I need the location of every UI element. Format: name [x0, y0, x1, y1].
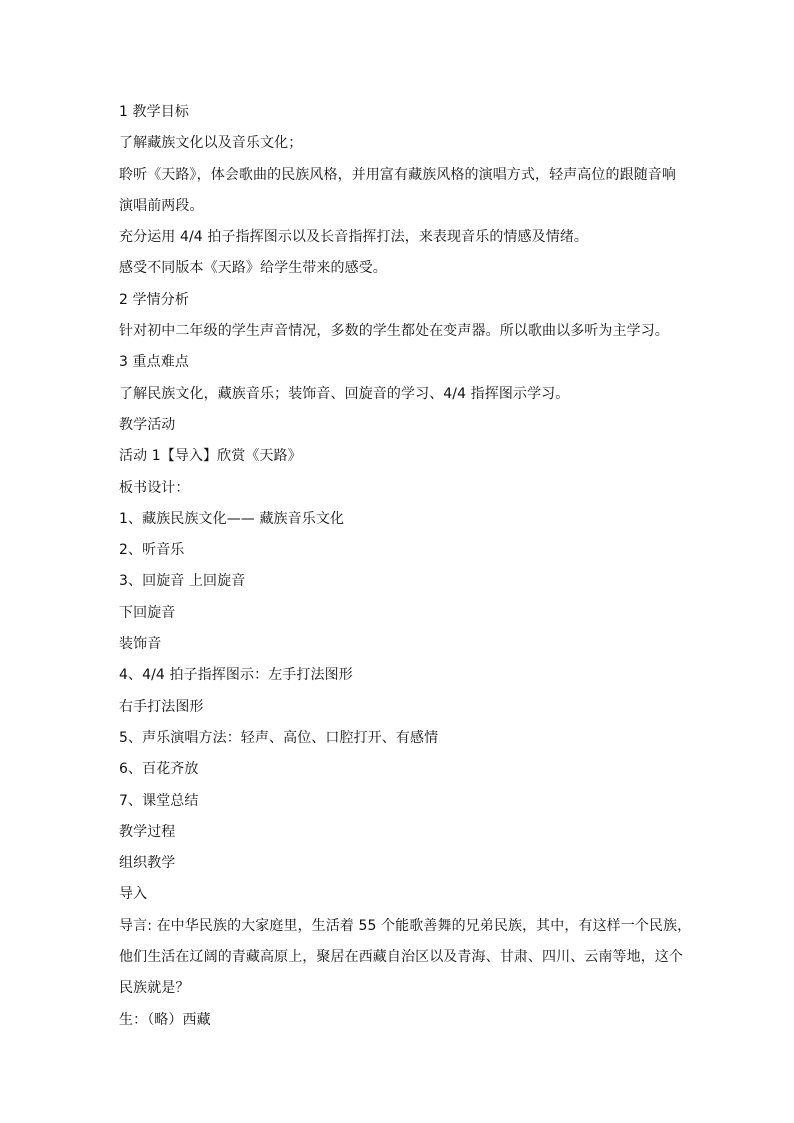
list-item: 2、听音乐 [119, 542, 185, 559]
paragraph-line: 板书设计： [119, 479, 190, 496]
document-body [119, 97, 692, 1036]
paragraph-line: 演唱前两段。 [119, 197, 204, 214]
paragraph-line: 导入 [119, 886, 148, 903]
list-item: 右手打法图形 [119, 698, 204, 715]
paragraph-line: 生：（略）西藏 [119, 1011, 211, 1028]
list-item: 4、4/4 拍子指挥图示：左手打法图形 [119, 667, 353, 684]
paragraph-line: 充分运用 4/4 拍子指挥图示以及长音指挥打法，来表现音乐的情感及情绪。 [119, 229, 589, 246]
list-item: 6、百花齐放 [119, 761, 199, 778]
list-item: 1、藏族民族文化—— 藏族音乐文化 [119, 510, 345, 527]
paragraph-line: 感受不同版本《天路》给学生带来的感受。 [119, 260, 387, 277]
paragraph-line: 了解民族文化，藏族音乐；装饰音、回旋音的学习、4/4 指挥图示学习。 [119, 385, 570, 402]
list-item: 装饰音 [119, 636, 162, 653]
paragraph-line: 了解藏族文化以及音乐文化； [119, 135, 303, 152]
paragraph-line: 民族就是？ [119, 980, 190, 997]
list-item: 7、课堂总结 [119, 792, 199, 809]
section-heading-key-points: 3 重点难点 [119, 354, 189, 371]
paragraph-line: 针对初中二年级的学生声音情况，多数的学生都处在变声器。所以歌曲以多听为主学习。 [119, 323, 669, 340]
section-heading-teaching-goals: 1 教学目标 [119, 104, 189, 120]
section-heading-activities: 教学活动 [119, 416, 176, 433]
paragraph-line: 组织教学 [119, 855, 176, 872]
list-item: 3、回旋音 上回旋音 [119, 573, 246, 590]
section-heading-student-analysis: 2 学情分析 [119, 291, 189, 308]
paragraph-line: 活动 1【导入】欣赏《天路》 [119, 448, 302, 465]
paragraph-line: 他们生活在辽阔的青藏高原上，聚居在西藏自治区以及青海、甘肃、四川、云南等地，这个 [119, 949, 683, 966]
paragraph-line: 聆听《天路》，体会歌曲的民族风格，并用富有藏族风格的演唱方式，轻声高位的跟随音响 [119, 166, 676, 183]
list-item: 5、声乐演唱方法：轻声、高位、口腔打开、有感情 [119, 729, 439, 746]
section-heading-process: 教学过程 [119, 823, 176, 840]
list-item: 下回旋音 [119, 604, 176, 621]
paragraph-line: 导言: 在中华民族的大家庭里，生活着 55 个能歌善舞的兄弟民族，其中，有这样一个民族， [119, 917, 692, 934]
